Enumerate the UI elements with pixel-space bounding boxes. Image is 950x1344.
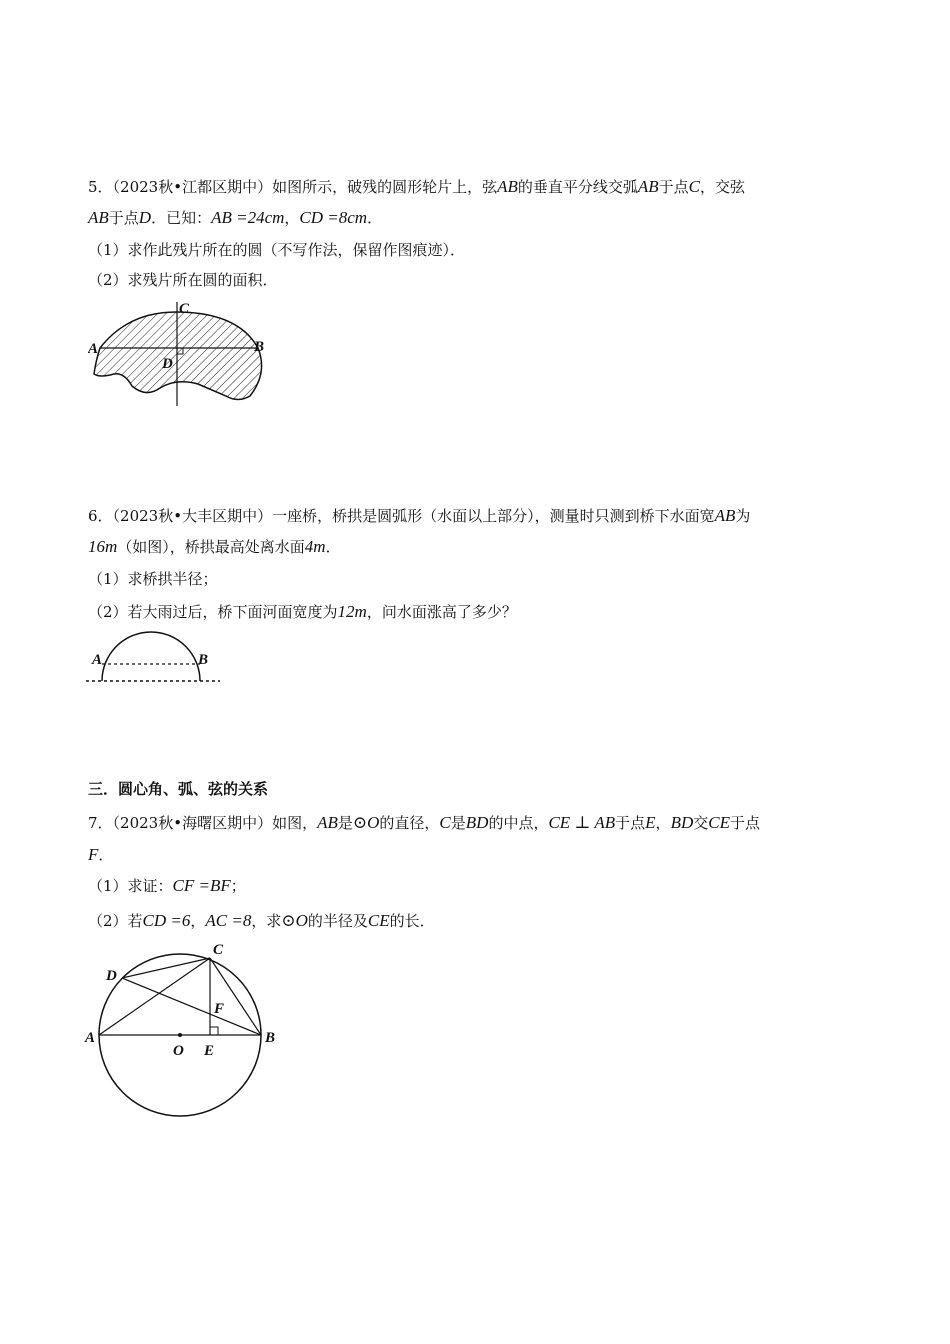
q6-bridge-arch-figure (84, 626, 224, 686)
hatched-fragment (94, 312, 265, 400)
q7-line-1: 7．（2023秋•海曙区期中）如图，AB是⊙O的直径，C是BD的中点，CE ⊥ AB于点E，BD交CE于点 (88, 813, 760, 832)
label-e: E (204, 1043, 215, 1059)
label-a: A (85, 1030, 96, 1046)
q6-subquestion-2: （2）若大雨过后，桥下面河面宽度为12m，问水面涨高了多少？ (88, 602, 517, 621)
q5-broken-wheel-figure (88, 298, 278, 410)
label-c: C (179, 301, 190, 317)
chord-bd (122, 978, 261, 1035)
q6-subquestion-1: （1）求桥拱半径； (88, 570, 218, 588)
label-b: B (254, 339, 265, 355)
q5-subquestion-1: （1）求作此残片所在的圆（不写作法，保留作图痕迹）． (88, 241, 466, 259)
label-a: A (92, 652, 103, 668)
q5-line-1: 5．（2023秋•江都区期中）如图所示，破残的圆形轮片上，弦AB的垂直平分线交弧AB于点C，交弦 (88, 177, 746, 196)
q6-line-1: 6．（2023秋•大丰区期中）一座桥，桥拱是圆弧形（水面以上部分），测量时只测到桥下水面宽AB为 (88, 506, 751, 525)
chord-cb (210, 958, 261, 1035)
bridge-arch (102, 632, 200, 681)
section-3-title: 三．圆心角、弧、弦的关系 (88, 780, 269, 798)
q6-line-2: 16m（如图），桥拱最高处离水面4m． (88, 537, 341, 556)
q7-line-2: F． (88, 845, 114, 864)
right-angle-mark (210, 1027, 218, 1035)
label-d: D (162, 356, 173, 372)
label-c: C (213, 942, 224, 958)
q5-subquestion-2: （2）求残片所在圆的面积． (88, 271, 278, 289)
q7-subquestion-1: （1）求证：CF =BF； (88, 876, 246, 895)
q7-subquestion-2: （2）若CD =6，AC =8，求⊙O的半径及CE的长． (88, 911, 435, 930)
label-b: B (198, 652, 209, 668)
label-o: O (173, 1043, 184, 1059)
label-d: D (106, 968, 117, 984)
label-a: A (88, 341, 99, 357)
center-dot (178, 1033, 182, 1037)
q7-circle-figure (80, 940, 290, 1125)
q5-line-2: AB于点D．已知：AB =24cm，CD =8cm． (88, 208, 383, 227)
label-b: B (265, 1030, 276, 1046)
label-f: F (214, 1001, 225, 1017)
